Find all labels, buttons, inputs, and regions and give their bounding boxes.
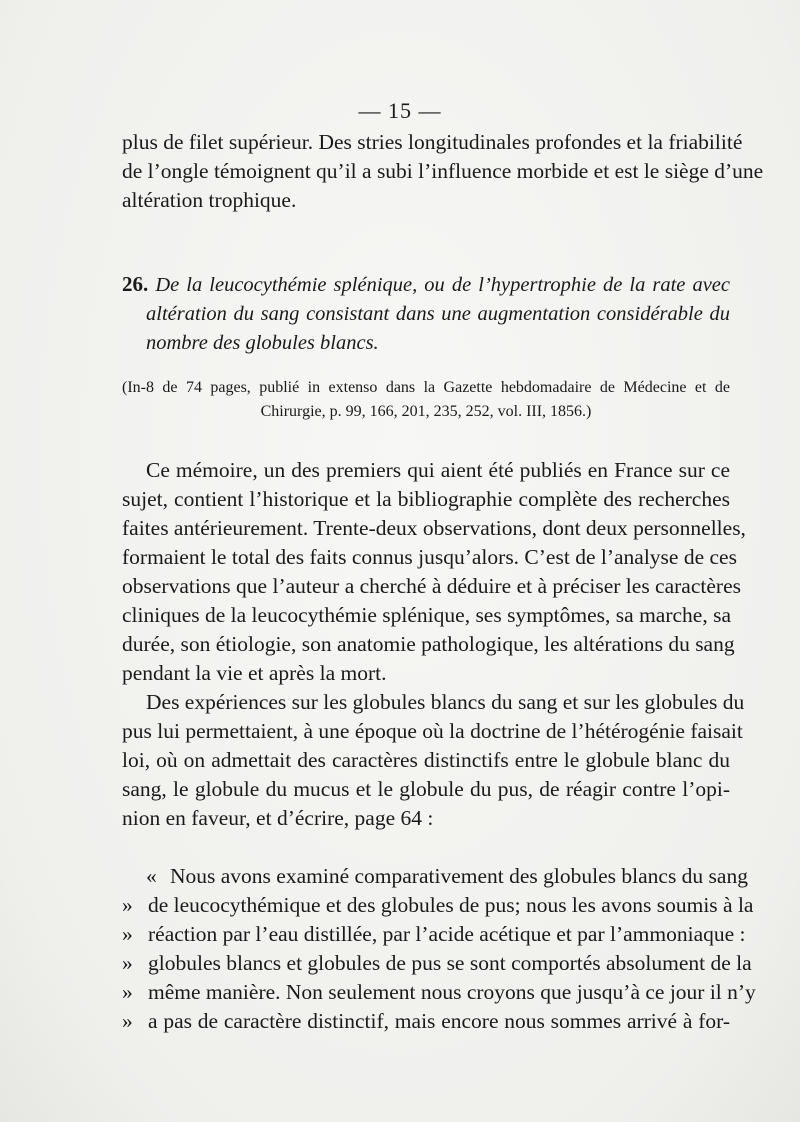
entry-title [122,270,730,358]
entry-title-text: De la leucocythémie splénique, ou de l’hypertrophie de la rate avec [155,274,730,296]
reference-line: Chirurgie, p. 99, 166, 201, 235, 252, vol. III, 1856.) [260,403,592,420]
open-quote-mark: « [146,864,157,888]
text-line: Ce mémoire, un des premiers qui aient été publiés en France sur ce [146,458,730,482]
reference-line: (In-8 de 74 pages, publié in extenso dans la Gazette hebdomadaire de Médecine et de [122,379,730,396]
text-line: pendant la vie et après la mort. [122,661,387,685]
quote-line [122,949,752,978]
text-line: pus lui permettaient, à une époque où la doctrine de l’hétérogénie faisait [122,719,743,743]
quote-line [122,862,748,891]
text-line: observations que l’auteur a cherché à déduire et à préciser les caractères [122,574,741,598]
paragraph-top [122,128,764,215]
text-line: de l’ongle témoignent qu’il a subi l’influence morbide et est le siège d’une [122,159,764,183]
quote-line [122,920,746,949]
quote-line-text: a pas de caractère distinctif, mais encore nous sommes arrivé à for- [148,1009,730,1033]
quote-mark: » [122,922,133,946]
text-line: altération trophique. [122,188,297,212]
text-line: faites antérieurement. Trente-deux observations, dont deux personnelles, [122,516,746,540]
quote-line [122,891,754,920]
quote-mark: » [122,980,133,1004]
text-line: sang, le globule du mucus et le globule du pus, de réagir contre l’opi- [122,777,730,801]
entry-number: 26. [122,272,149,296]
paragraph-2 [122,688,745,833]
text-line: loi, où on admettait des caractères distinctifs entre le globule blanc du [122,748,730,772]
text-line: Des expériences sur les globules blancs du sang et sur les globules du [146,690,745,714]
entry-reference [122,376,730,424]
text-line: formaient le total des faits connus jusqu’alors. C’est de l’analyse de ces [122,545,737,569]
entry-title-line: nombre des globules blancs. [146,332,379,354]
quote-line-text: globules blancs et globules de pus se sont comportés absolument de la [148,951,752,975]
text-line: sujet, contient l’historique et la bibliographie complète des recherches [122,487,730,511]
quote-line [122,978,756,1007]
quotation [122,862,756,1036]
quote-line-text: même manière. Non seulement nous croyons que jusqu’à ce jour il n’y [148,980,756,1004]
quote-mark: » [122,1009,133,1033]
text-line: durée, son étiologie, son anatomie pathologique, les altérations du sang [122,632,735,656]
quote-mark: » [122,893,133,917]
text-line: cliniques de la leucocythémie splénique, ses symptômes, sa marche, sa [122,603,731,627]
quote-line-text: de leucocythémique et des globules de pus; nous les avons soumis à la [148,893,754,917]
quote-mark: » [122,951,133,975]
quote-line [122,1007,730,1036]
entry-title-line [122,270,730,300]
text-line: nion en faveur, et d’écrire, page 64 : [122,806,434,830]
text-line: plus de filet supérieur. Des stries longitudinales profondes et la friabilité [122,130,743,154]
quote-line-text: Nous avons examiné comparativement des globules blancs du sang [170,864,748,888]
entry-title-line: altération du sang consistant dans une augmentation considérable du [146,303,730,325]
paragraph-1 [122,456,746,688]
quote-line-text: réaction par l’eau distillée, par l’acide acétique et par l’ammoniaque : [148,922,746,946]
page-number: — 15 — [358,98,442,123]
